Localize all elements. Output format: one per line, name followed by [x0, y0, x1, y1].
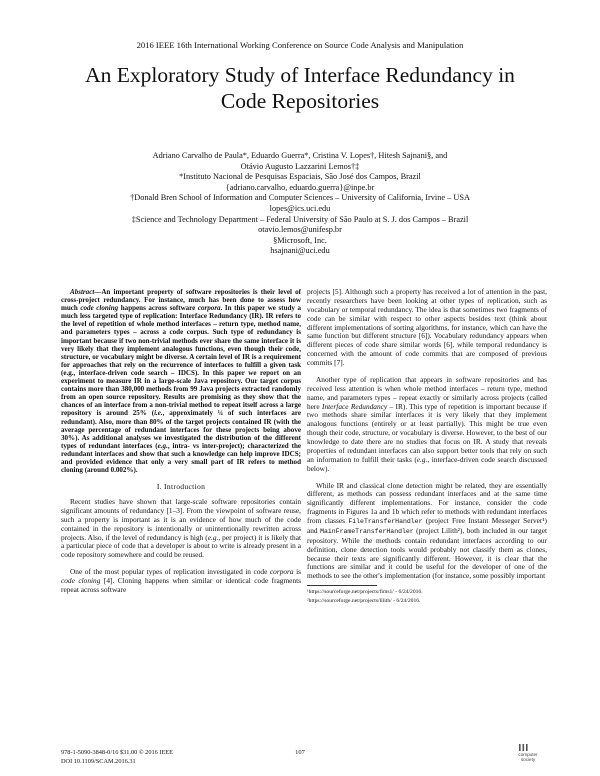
logo-text-line-2: society [520, 757, 536, 762]
affiliation-3: ‡Science and Technology Department – Federal University of São Paulo at S. J. dos Campos – Brazil [131, 214, 469, 224]
email-1: {adriano.carvalho, eduardo.guerra}@inpe.br [225, 182, 375, 192]
intro-paragraph-1: Recent studies have shown that large-scale software repositories contain significant amounts of redundancy [1–3]. From the viewpoint of software reuse, such a property is important as it is an evidence of how much of the code contained in the repository is intentionally or unintentionally rewritten across projects. Also, if the level of redundancy is high (e.g., per project) it is likely that a particular piece of code that a developer is about to write is already present in a code repository somewhere and could be reused. [61, 497, 301, 560]
abstract: Abstract—An important property of software repositories is their level of cross-project redundancy. For instance, much has been done to assess how much code cloning happens across software corpora. In this paper we study a much less targeted type of replication: Interface Redundancy (IR). IR refers to the level of repetition of whole method interfaces – return type, method name, and parameters types – across a code corpus. Such type of redundancy is important because if two non-trivial methods ever share the same interface it is very likely that they implement analogous functions, even though their code, structure, or vocabulary might be diverse. A certain level of IR is a requirement for approaches that rely on the recurrence of interfaces to fulfill a given task (e.g., interface-driven code search – IDCS). In this paper we report on an experiment to measure IR in a large-scale Java repository. Our target corpus contains more than 380,000 methods from 99 Java projects extracted randomly from an open source repository. Results are promising as they show that the chances of an interface from a non-trivial method to repeat itself across a large repository is around 25% (i.e., approximately ¼ of such interfaces are redundant). Also, more than 80% of the target projects contained IR (with the average percentage of redundant interfaces for these projects being above 30%). As additional analyses we investigated the distribution of the different types of redundant interfaces (e.g., intra- vs inter-project); characterized the redundant interfaces and show that such a knowledge can help improve IDCS; and provided evidence that only a very small part of IR refers to method cloning (around 0.002%). [61, 288, 302, 475]
author-names-line-2: Otávio Augusto Lazzarini Lemos†‡ [240, 161, 360, 171]
author-block [60, 151, 540, 257]
intro-paragraph-2: One of the most popular types of replication investigated in code corpora is code cloning [4]. Cloning happens when similar or identical code fragments repeat across software [61, 567, 302, 594]
title-line-2: Code Repositories [220, 89, 380, 113]
paper-title [50, 62, 550, 114]
right-column [307, 288, 547, 606]
affiliation-4: §Microsoft, Inc. [273, 235, 327, 245]
right-paragraph-1: projects [5]. Although such a property has received a lot of attention in the past, recently researchers have been looking at other types of replication, such as vocabulary or temporal redundancy. The idea is that sometimes two fragments of code can be similar with respect to other aspects besides text (think about different implementations of sorting algorithms, for instance, which can have the same function but different structure [6]). Vocabulary redundancy appears when different pieces of code share similar words [6], while temporal redundancy is concerned with the amount of code commits that are composed of previous commits [7]. [307, 287, 547, 367]
right-paragraph-2: Another type of replication that appears in software repositories and has received less attention is when whole method interfaces – return type, method name, and parameters types – repeat exactly or similarly across projects (called here Interface Redundancy – IR). This type of repetition is important because if two methods share similar interfaces it is very likely that they implement analogous functions (entirely or at least partially). This might be true even though their code, structure, or vocabulary is diverse. However, to the best of our knowledge to date there are no studies that focus on IR. A study that reveals properties of redundant interfaces can also support better tools that rely on such an information to fulfill their tasks (e.g., interface-driven code search discussed below). [307, 374, 547, 473]
email-3: otavio.lemos@unifesp.br [258, 225, 342, 235]
code-class-name: FileTransferHandler [348, 518, 423, 525]
copyright-line: 978-1-5090-3848-0/16 $31.00 © 2016 IEEE [61, 749, 173, 756]
title-line-1: An Exploratory Study of Interface Redundancy in [85, 63, 515, 87]
code-class-name: MainFrameTransferHandler [320, 527, 414, 535]
affiliation-1: *Instituto Nacional de Pesquisas Espaciais, São José dos Campos, Brazil [179, 172, 421, 182]
email-4: hsajnani@uci.edu [270, 246, 330, 256]
left-column [61, 288, 301, 595]
page-number: 107 [295, 749, 305, 756]
affiliation-2: †Donald Bren School of Information and Computer Sciences – University of California, Irvine – USA [130, 193, 470, 203]
logo-text-line-1: computer [518, 752, 538, 757]
author-names-line-1: Adriano Carvalho de Paula*, Eduardo Guerra*, Cristina V. Lopes†, Hitesh Sajnani§, and [152, 151, 448, 160]
section-heading-introduction: I. Introduction [156, 482, 206, 492]
computer-society-logo [507, 743, 543, 765]
footnote-1: ¹https://sourceforge.net/projects/fims1/ - 6/24/2016. [307, 589, 423, 596]
right-paragraph-3: While IR and classical clone detection might be related, they are essentially different, as methods can possess redundant interfaces and at the same time significantly different implementations. For instance, consider the code fragments in Figures 1a and 1b which refer to methods with redundant interfaces from classes FileTransferHandler (project Free Instant Messeger Server¹) and MainFrameTransferHandler (project Lilith²), both included in our target repository. While the methods contain redundant interfaces according to our definition, clone detection tools would probably not classify them as clones, because their texts are significantly different. However, it is clear that the functions are similar and it could be useful for the developer of one of the methods to see the other's implementation (for instance, some possibly important [307, 480, 548, 581]
copyright-footer [61, 749, 173, 766]
abstract-heading: Abstract [70, 288, 95, 296]
email-2: lopes@ics.uci.edu [269, 203, 331, 213]
doi-line: DOI 10.1109/SCAM.2016.31 [61, 757, 136, 765]
conference-header: 2016 IEEE 16th International Working Conference on Source Code Analysis and Manipulation [136, 40, 464, 50]
footnote-rule [307, 585, 377, 586]
footnote-2: ²https://sourceforge.net/projects/lilith/ - 6/24/2016. [307, 598, 421, 605]
